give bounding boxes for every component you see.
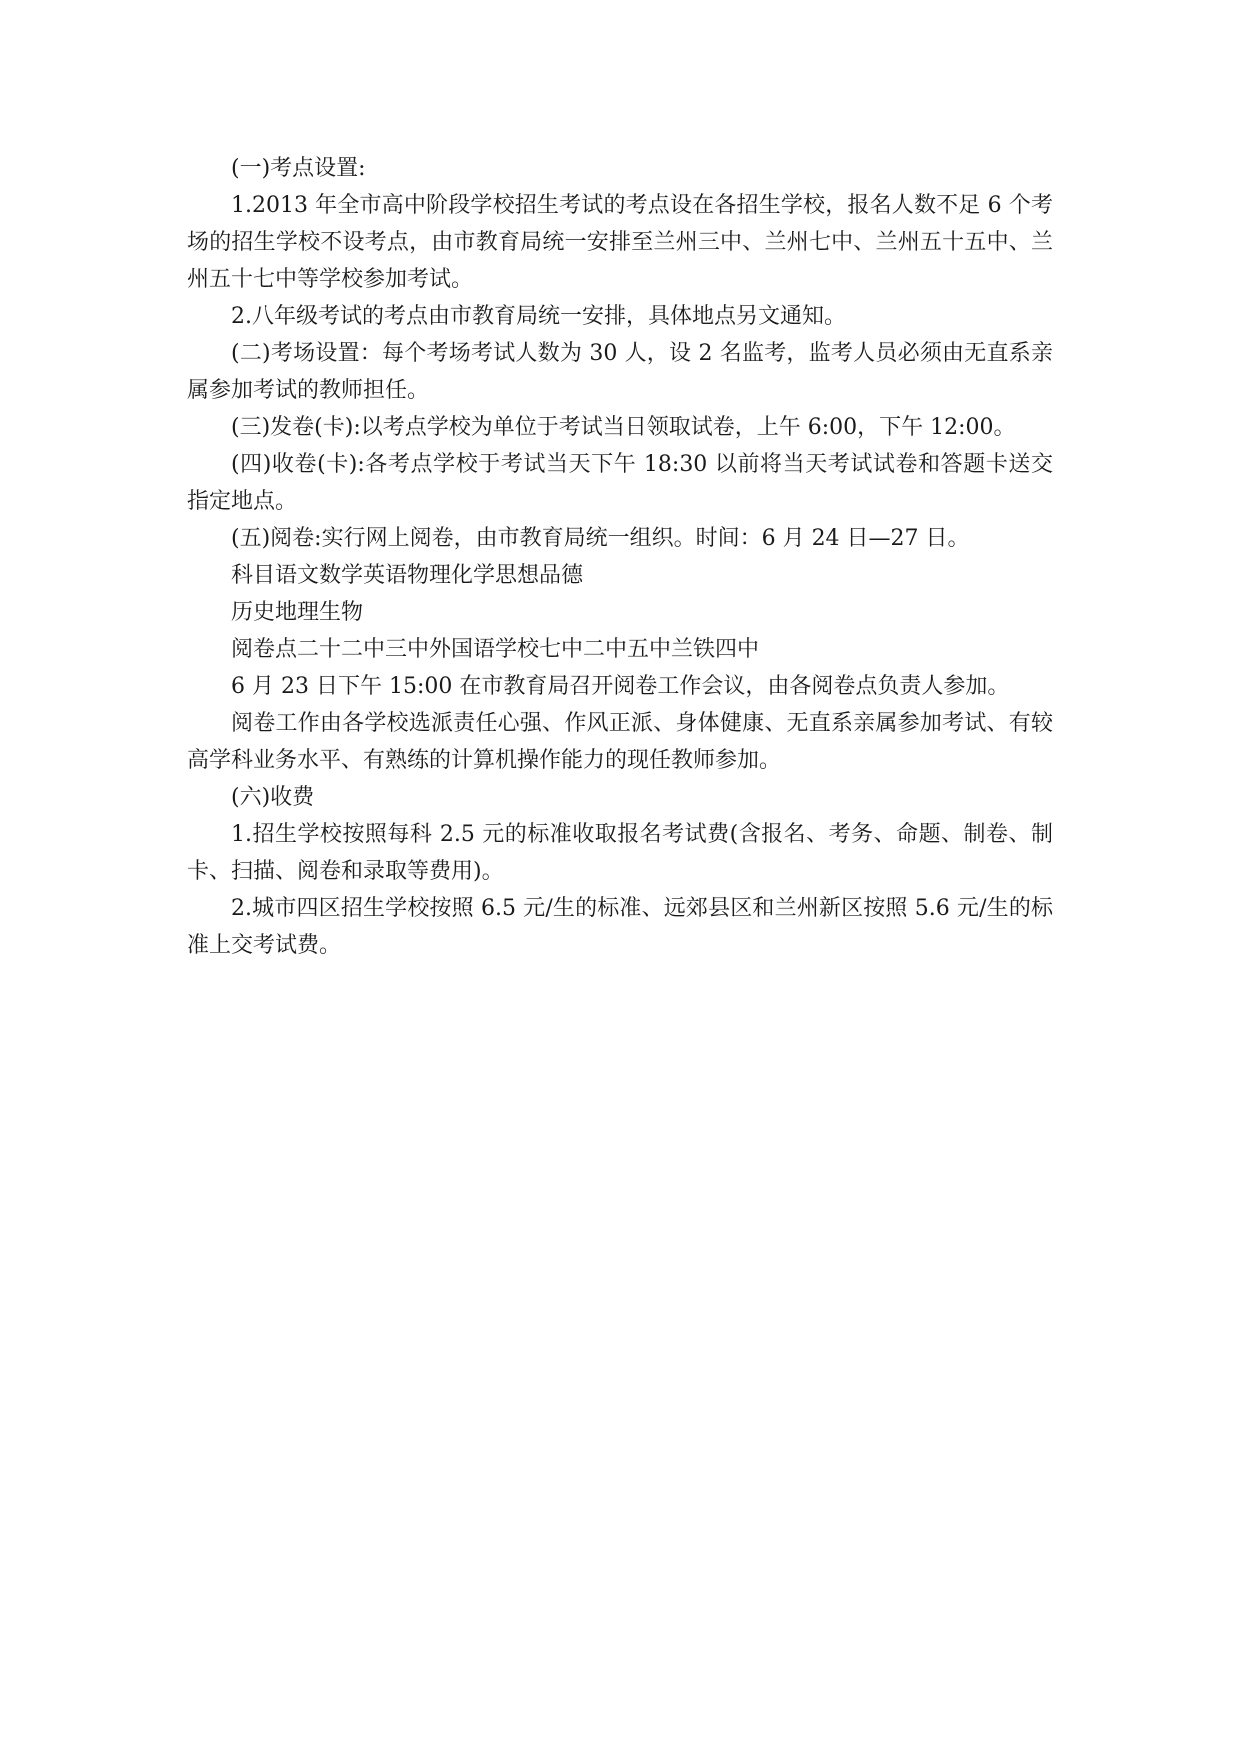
paragraph-exam-rooms: (二)考场设置：每个考场考试人数为 30 人，设 2 名监考，监考人员必须由无直系亲属参加考试的教师担任。 [187,341,1053,403]
document-body [187,150,1053,964]
section-heading-fees: (六)收费 [231,785,315,810]
paragraph-subjects: 科目语文数学英语物理化学思想品德 [231,563,584,588]
paragraph-fees-2: 2.城市四区招生学校按照 6.5 元/生的标准、远郊县区和兰州新区按照 5.6 元/生的标准上交考试费。 [187,896,1053,958]
paragraph-grading-staff: 阅卷工作由各学校选派责任心强、作风正派、身体健康、无直系亲属参加考试、有较高学科业务水平、有熟练的计算机操作能力的现任教师参加。 [187,711,1053,773]
paragraph-grading-sites: 阅卷点二十二中三中外国语学校七中二中五中兰铁四中 [231,637,760,662]
section-heading-exam-sites: (一)考点设置: [231,156,366,181]
paragraph-exam-sites-2: 2.八年级考试的考点由市教育局统一安排，具体地点另文通知。 [231,304,846,329]
paragraph-fees-1: 1.招生学校按照每科 2.5 元的标准收取报名考试费(含报名、考务、命题、制卷、制卡、扫描、阅卷和录取等费用)。 [187,822,1053,884]
paragraph-grading: (五)阅卷:实行网上阅卷，由市教育局统一组织。时间：6 月 24 日—27 日。 [231,526,970,551]
paragraph-exam-sites-1: 1.2013 年全市高中阶段学校招生考试的考点设在各招生学校，报名人数不足 6 个考场的招生学校不设考点，由市教育局统一安排至兰州三中、兰州七中、兰州五十五中、兰州五十七中等学校参加考试。 [187,193,1053,292]
paragraph-subjects-continued: 历史地理生物 [231,600,364,625]
paragraph-paper-distribution: (三)发卷(卡):以考点学校为单位于考试当日领取试卷，上午 6:00，下午 12:00。 [231,415,1016,440]
paragraph-paper-collection: (四)收卷(卡):各考点学校于考试当天下午 18:30 以前将当天考试试卷和答题卡送交指定地点。 [187,452,1053,514]
paragraph-grading-meeting: 6 月 23 日下午 15:00 在市教育局召开阅卷工作会议，由各阅卷点负责人参加。 [231,674,1010,699]
